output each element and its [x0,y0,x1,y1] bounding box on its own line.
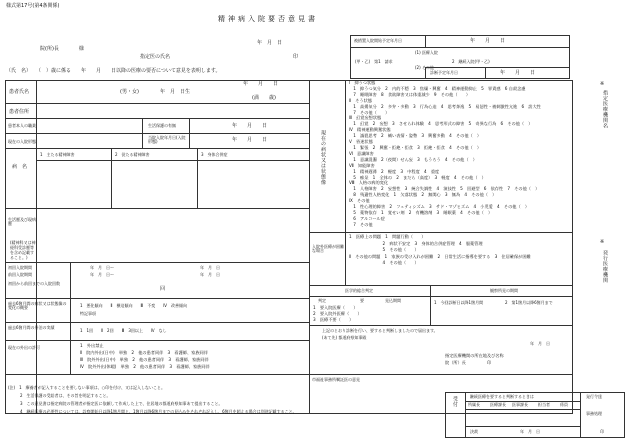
occupation-label: 患者本人の職業 [8,123,36,128]
transfer-date: 年 月 日 [470,38,506,44]
status-item: 1 性心理的障害 2 フェティシズム 3 サド・マゾヒズム 4 小児愛 4 その他（ ） [349,204,530,210]
difficulty-item: 5 その他（ ） [349,247,419,252]
admission-count-label: 初回から前回までの入院回数 [8,281,60,286]
asterisk-1: ※ [600,81,605,87]
patient-name-label: 患者氏名 [9,89,30,95]
status-item: 7 その他 [349,221,373,227]
status-item: 1 抑うつ気分 2 内的不穏 3 焦燥・興奮 4 精神運動抑止 5 罪責感 6 自殺念慮 [349,85,526,91]
judgment-sub3: 見込期間 [385,298,401,303]
side-label-1: 指定医療機関名 [602,90,608,129]
approval-head-3: 担当者 [538,402,550,407]
approval-head-2: 医事課長 [512,402,528,407]
treatment-item: Ⅳ 院外外出(休暇) 単独 2 他の患者同伴 3 看護師、家族同伴 [80,364,210,369]
approval-head-1: 医療課長 [490,402,506,407]
status-item: 5 痴呆 1 全体の 2 まだら（高度） 3 軽度 4 その他（ ） [349,174,486,180]
status-item: 5 薬物依存 1 覚せい剤 2 有機溶剤 3 睡眠薬 4 その他（ ） [349,209,493,215]
period-2: 2 第1箇月以降6箇月まで [505,300,553,305]
period-header: 観察所見の期間 [490,288,518,293]
form-title: 精神病入院要否意見書 [218,15,318,23]
diagnosis-label: 病 名 [12,164,28,170]
admission-times: 回 [160,286,166,292]
note-item: 2 生活保護の受給者は、その旨を明記すること。 [8,393,111,398]
prev-to: 年 月 日 [200,272,220,277]
decision-date: 年 月 日 [520,429,540,434]
first-from: 年 月 日～ [90,265,114,270]
judgment-sub1: 判定 [318,298,326,303]
approval-head-4: 係員 [560,402,568,407]
status-item: 1 精神遅滞 2 軽度 3 中程度 4 重度 [349,168,440,174]
birth-date: 年 月 日 [243,81,279,87]
decision-label: 決裁 [470,429,478,434]
hospital-lines [445,352,504,366]
status-item: Ⅰ 抑うつ状態 [349,80,376,85]
diag-c3: 3 身体合併症 [201,152,228,157]
judgment-date: 年 月 日 [530,341,550,346]
difficulty-list [349,234,531,267]
status-item: 1 緊張 2 興奮・拒絶・拒食 3 拒絶・拒食 4 その他（ ） [349,144,482,150]
status-item: 1 意識混濁 2（夜間）せん妄 3 もうろう 4 その他（ ） [349,156,477,162]
notice-label: 事務処理 [586,411,602,416]
status-item: 7 睡眠障害 8 食欲障害又は体重減少 9 その他（ ） [349,91,471,97]
history-note: (精神科又は神経科受診歴等を含め記載すること。) [10,240,36,260]
status-item: 1 幻覚 2 妄想 3 させられ体験 4 思考形式の障害 5 奇異な行為 6 その他（ ） [349,121,533,127]
continued-opt: 2 継続入院(甲・乙) [452,59,490,64]
past-behavior-label: 過去6箇月間の病状又は状態像の変化の概要 [8,301,67,310]
past-behavior-sub: 特記事項 [80,311,96,316]
addressee: 院(所)長 様 [40,46,84,52]
hospital-line: 院（所）長 印 [445,360,492,365]
past-behavior-opts: 1 悪化傾向 Ⅱ 横這傾向 Ⅲ 不変 Ⅳ 改善傾向 [80,303,187,308]
welfare-date: 年 月 日 [232,123,268,129]
recheck-date: 年 月 日 [500,70,536,76]
status-item: Ⅲ 幻覚妄想状態 [349,115,382,121]
option-2: (2) その他 [415,65,434,70]
statement: （氏 名） （ ）歳に係る 年 月 日以降の医療の要否について意見を表明します。 [6,68,221,74]
first-admission-label: 初回入院期間 [8,265,32,270]
admission-date: 年 月 日 [232,137,268,143]
treatment-items [80,342,210,370]
seal-label: 印 [600,429,604,434]
status-item: 6 アルコール症 [349,215,385,221]
prev-from: 年 月 日～ [90,272,114,277]
seal-mark: 印 [293,54,299,60]
difficulty-label: 入院外医療が困難な場合 [312,244,344,253]
stamp-label: 発行令達 [586,394,602,399]
admission-label: 当院入院年月日(入院形態) [148,135,186,144]
side-label-2: 発行医療機関 [602,250,608,283]
treatment-label: 現在の外出の許可 [8,345,40,350]
judgment-note2: (あて先) 都道府県知事殿 [322,335,367,340]
status-item: Ⅵ 意識障害 [349,150,374,156]
hosp-reason: (甲・乙) 第1 請求 [355,59,393,64]
difficulty-item: 1 医療上の問題 1 問題行動（ ） [349,234,426,239]
status-item: Ⅱ そう状態 [349,97,372,103]
judgment-row: 1 要入院医療（ ） [313,305,358,310]
note-item: 3 この意見書は指定病院の管理者が指定医に依頼して作成した上で、住居地の都道府県知事あて提出すること。 [8,401,223,406]
outing-label: 過去6箇月間の外泊の実績 [8,325,55,330]
judgment-row: 2 要入院外医療（ ） [313,311,362,316]
judgment-header: 医学的総合判定 [345,288,373,293]
status-item: 8 残遺性人格変化 1 欠落状態 2 無関心 3 無為 4 その他（ ） [349,192,497,198]
status-item: 1 滅裂思考 2 緘い表情・姿勢 3 興奮多動 4 その他（ ） [349,133,482,139]
treatment-item: Ⅲ 院外外出(日中) 単独 2 他の患者同伴 3 看護師、家族同伴 [80,357,209,362]
history-label: 生活歴及び現病歴 [8,217,36,226]
status-item: Ⅸ その他 [349,198,370,204]
outing-opts: 1 1回 Ⅱ 2回 Ⅲ 3回以上 Ⅳ なし [80,328,167,333]
status-item: Ⅴ 昏迷状態 [349,139,373,145]
difficulty-item: Ⅱ その他の問題 1 家族の受け入れが困難 2 日常生活に指導を要する 3 住居確保が困難 [349,253,531,259]
hospital-line: 指定医療機関の所在地及び名称 [445,353,504,358]
status-item: 7 その他（ ） [349,109,390,115]
diag-c1: 1 主たる精神障害 [40,152,75,157]
address-label: 患者住所 [9,109,30,115]
status-item: Ⅷ 人格の病的変化 [349,180,389,186]
period-1: 1 今回診断日以降1箇月間 [434,300,484,305]
status-label: 現在の病状又は状態像 [320,130,326,185]
birth-field: 年 月 日生 [160,89,191,95]
option-1: (1) 医療入院 [415,50,438,55]
diag-c2: 2 従たる精神障害 [115,152,150,157]
local-label: 市福祉事務所嘱託医の意見 [312,377,360,382]
form-number: 様式第17号(第4条関係) [6,3,60,9]
transfer-date-label: 被措置入院開始予定年月日 [354,38,402,43]
note-item: 4 継続医療の必要性については、診察開始日以降1箇月間と、1箇月以降6箇月までの見込みをそれぞれ記入し、6箇月を超える場合は別途記載すること。 [8,409,297,414]
status-item: 1 人格障害 2 妄想性 3 統合失調性 4 演技性 5 回避型 6 依存性 7 その他（ ） [349,186,540,192]
status-item: 1 高揚気分 2 多弁・多動 3 行為心迫 4 思考奔逸 5 易怒性・被刺激性亢進 6 誇大性 [349,103,541,109]
status-item: Ⅳ 精神運動興奮状態 [349,127,391,133]
judgment-note1: 上記のとおり診断を行い、要すると判断しましたので届出ます。 [322,328,438,333]
age-field: (満 歳) [252,95,276,101]
difficulty-item: 2 病状不安定 3 身体的合併症管理 4 服薬管理 [349,240,483,246]
status-item: Ⅶ 知能障害 [349,162,375,168]
treatment-item: 1 外出禁止 [80,343,104,348]
difficulty-item: 4 その他（ ） [349,260,419,265]
prev-admission-label: 前回入院期間 [8,272,32,277]
status-list [349,80,541,228]
receipt-v: 受付 [452,396,458,407]
asterisk-2: ※ [600,239,605,245]
notes-list [8,384,297,416]
recheck-label: 診断予定年月日 [430,70,458,75]
first-to: 年 月 日 [200,265,220,270]
treatment-item: Ⅱ 院内外出(日中) 単独 2 他の患者同伴 3 看護師、家族同伴 [80,350,208,355]
judgment-sub2: 要 [360,298,364,303]
approval-title: 継続医療を要すると判断するときは [470,394,534,399]
note-item: (注) 1 療養者が記入することを要しない事項は、○印を付け、又は記入しないこと。 [8,385,165,390]
lifestyle-label: 現在の入院形態 [8,139,36,144]
header-date: 年 月 日 [257,40,283,46]
welfare-label: 生活保護の有無 [148,123,176,128]
judgment-row: 3 医療不要（ ） [313,317,354,322]
approval-head-0: 所属長 [468,402,480,407]
judgment-rows [313,305,362,323]
doctor-line: 指定医の氏名 [140,54,171,60]
sex-field: (男・女) [120,89,139,95]
